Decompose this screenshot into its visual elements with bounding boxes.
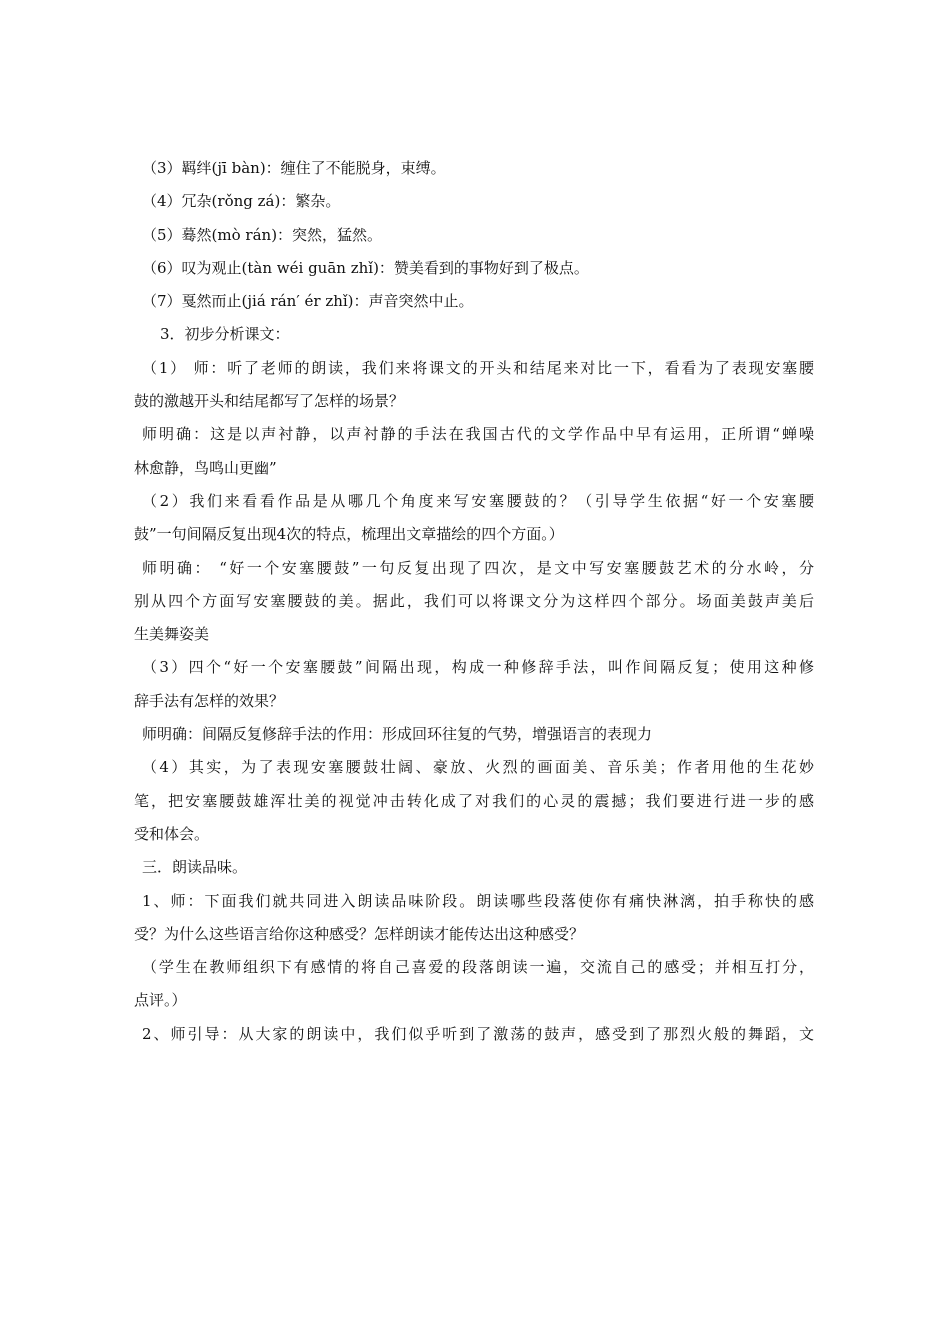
paragraph-line: 点评。） — [134, 991, 187, 1010]
paragraph-line: 受？为什么这些语言给你这种感受？怎样朗读才能传达出这种感受？ — [134, 924, 585, 943]
section-heading-reading: 三．朗读品味。 — [142, 858, 248, 877]
paragraph-line: （3）四个“好一个安塞腰鼓”间隔出现，构成一种修辞手法，叫作间隔反复；使用这种修 — [142, 658, 814, 677]
vocab-item-3: （3）羁绊(jī bàn)：缠住了不能脱身，束缚。 — [142, 159, 446, 177]
vocab-item-6: （6）叹为观止(tàn wéi guān zhǐ)：赞美看到的事物好到了极点。 — [142, 258, 589, 277]
paragraph-line: 笔，把安塞腰鼓雄浑壮美的视觉冲击转化成了对我们的心灵的震撼；我们要进行进一步的感 — [134, 791, 814, 810]
paragraph-line: 鼓”一句间隔反复出现4次的特点，梳理出文章描绘的四个方面。） — [134, 525, 564, 544]
paragraph-line: （2）我们来看看作品是从哪几个角度来写安塞腰鼓的？（引导学生依据“好一个安塞腰 — [142, 491, 814, 510]
paragraph-line: 生美舞姿美 — [134, 625, 210, 644]
paragraph-line: 别从四个方面写安塞腰鼓的美。据此，我们可以将课文分为这样四个部分。场面美鼓声美后 — [134, 591, 814, 610]
paragraph-line: 师明确：这是以声衬静，以声衬静的手法在我国古代的文学作品中早有运用，正所谓“蝉噪 — [142, 425, 814, 444]
paragraph-line: 师明确：间隔反复修辞手法的作用：形成回环往复的气势，增强语言的表现力 — [142, 725, 653, 744]
paragraph-line: 1、师：下面我们就共同进入朗读品味阶段。朗读哪些段落使你有痛快淋漓，拍手称快的感 — [142, 891, 814, 910]
paragraph-line: 师明确： “好一个安塞腰鼓”一句反复出现了四次，是文中写安塞腰鼓艺术的分水岭，分 — [142, 558, 814, 577]
vocab-item-4: （4）冗杂(rǒng zá)：繁杂。 — [142, 192, 341, 211]
paragraph-line: （4）其实，为了表现安塞腰鼓壮阔、豪放、火烈的画面美、音乐美；作者用他的生花妙 — [142, 758, 814, 777]
paragraph-line: 林愈静，鸟鸣山更幽” — [134, 458, 277, 477]
paragraph-line: （1） 师：听了老师的朗读，我们来将课文的开头和结尾来对比一下，看看为了表现安塞腰 — [142, 358, 814, 377]
paragraph-line: 鼓的激越开头和结尾都写了怎样的场景？ — [134, 392, 405, 411]
paragraph-line: 受和体会。 — [134, 824, 210, 843]
vocab-item-5: （5）蓦然(mò rán)：突然，猛然。 — [142, 225, 383, 244]
paragraph-line: （学生在教师组织下有感情的将自己喜爱的段落朗读一遍，交流自己的感受；并相互打分， — [142, 958, 814, 977]
document-body — [134, 152, 814, 1051]
paragraph-line: 2、师引导：从大家的朗读中，我们似乎听到了激荡的鼓声，感受到了那烈火般的舞蹈，文 — [142, 1024, 814, 1043]
paragraph-line: 辞手法有怎样的效果？ — [134, 691, 285, 710]
vocab-item-7: （7）戛然而止(jiá rán′ ér zhǐ)：声音突然中止。 — [142, 292, 474, 311]
section-heading-analysis: 3．初步分析课文： — [160, 325, 290, 344]
